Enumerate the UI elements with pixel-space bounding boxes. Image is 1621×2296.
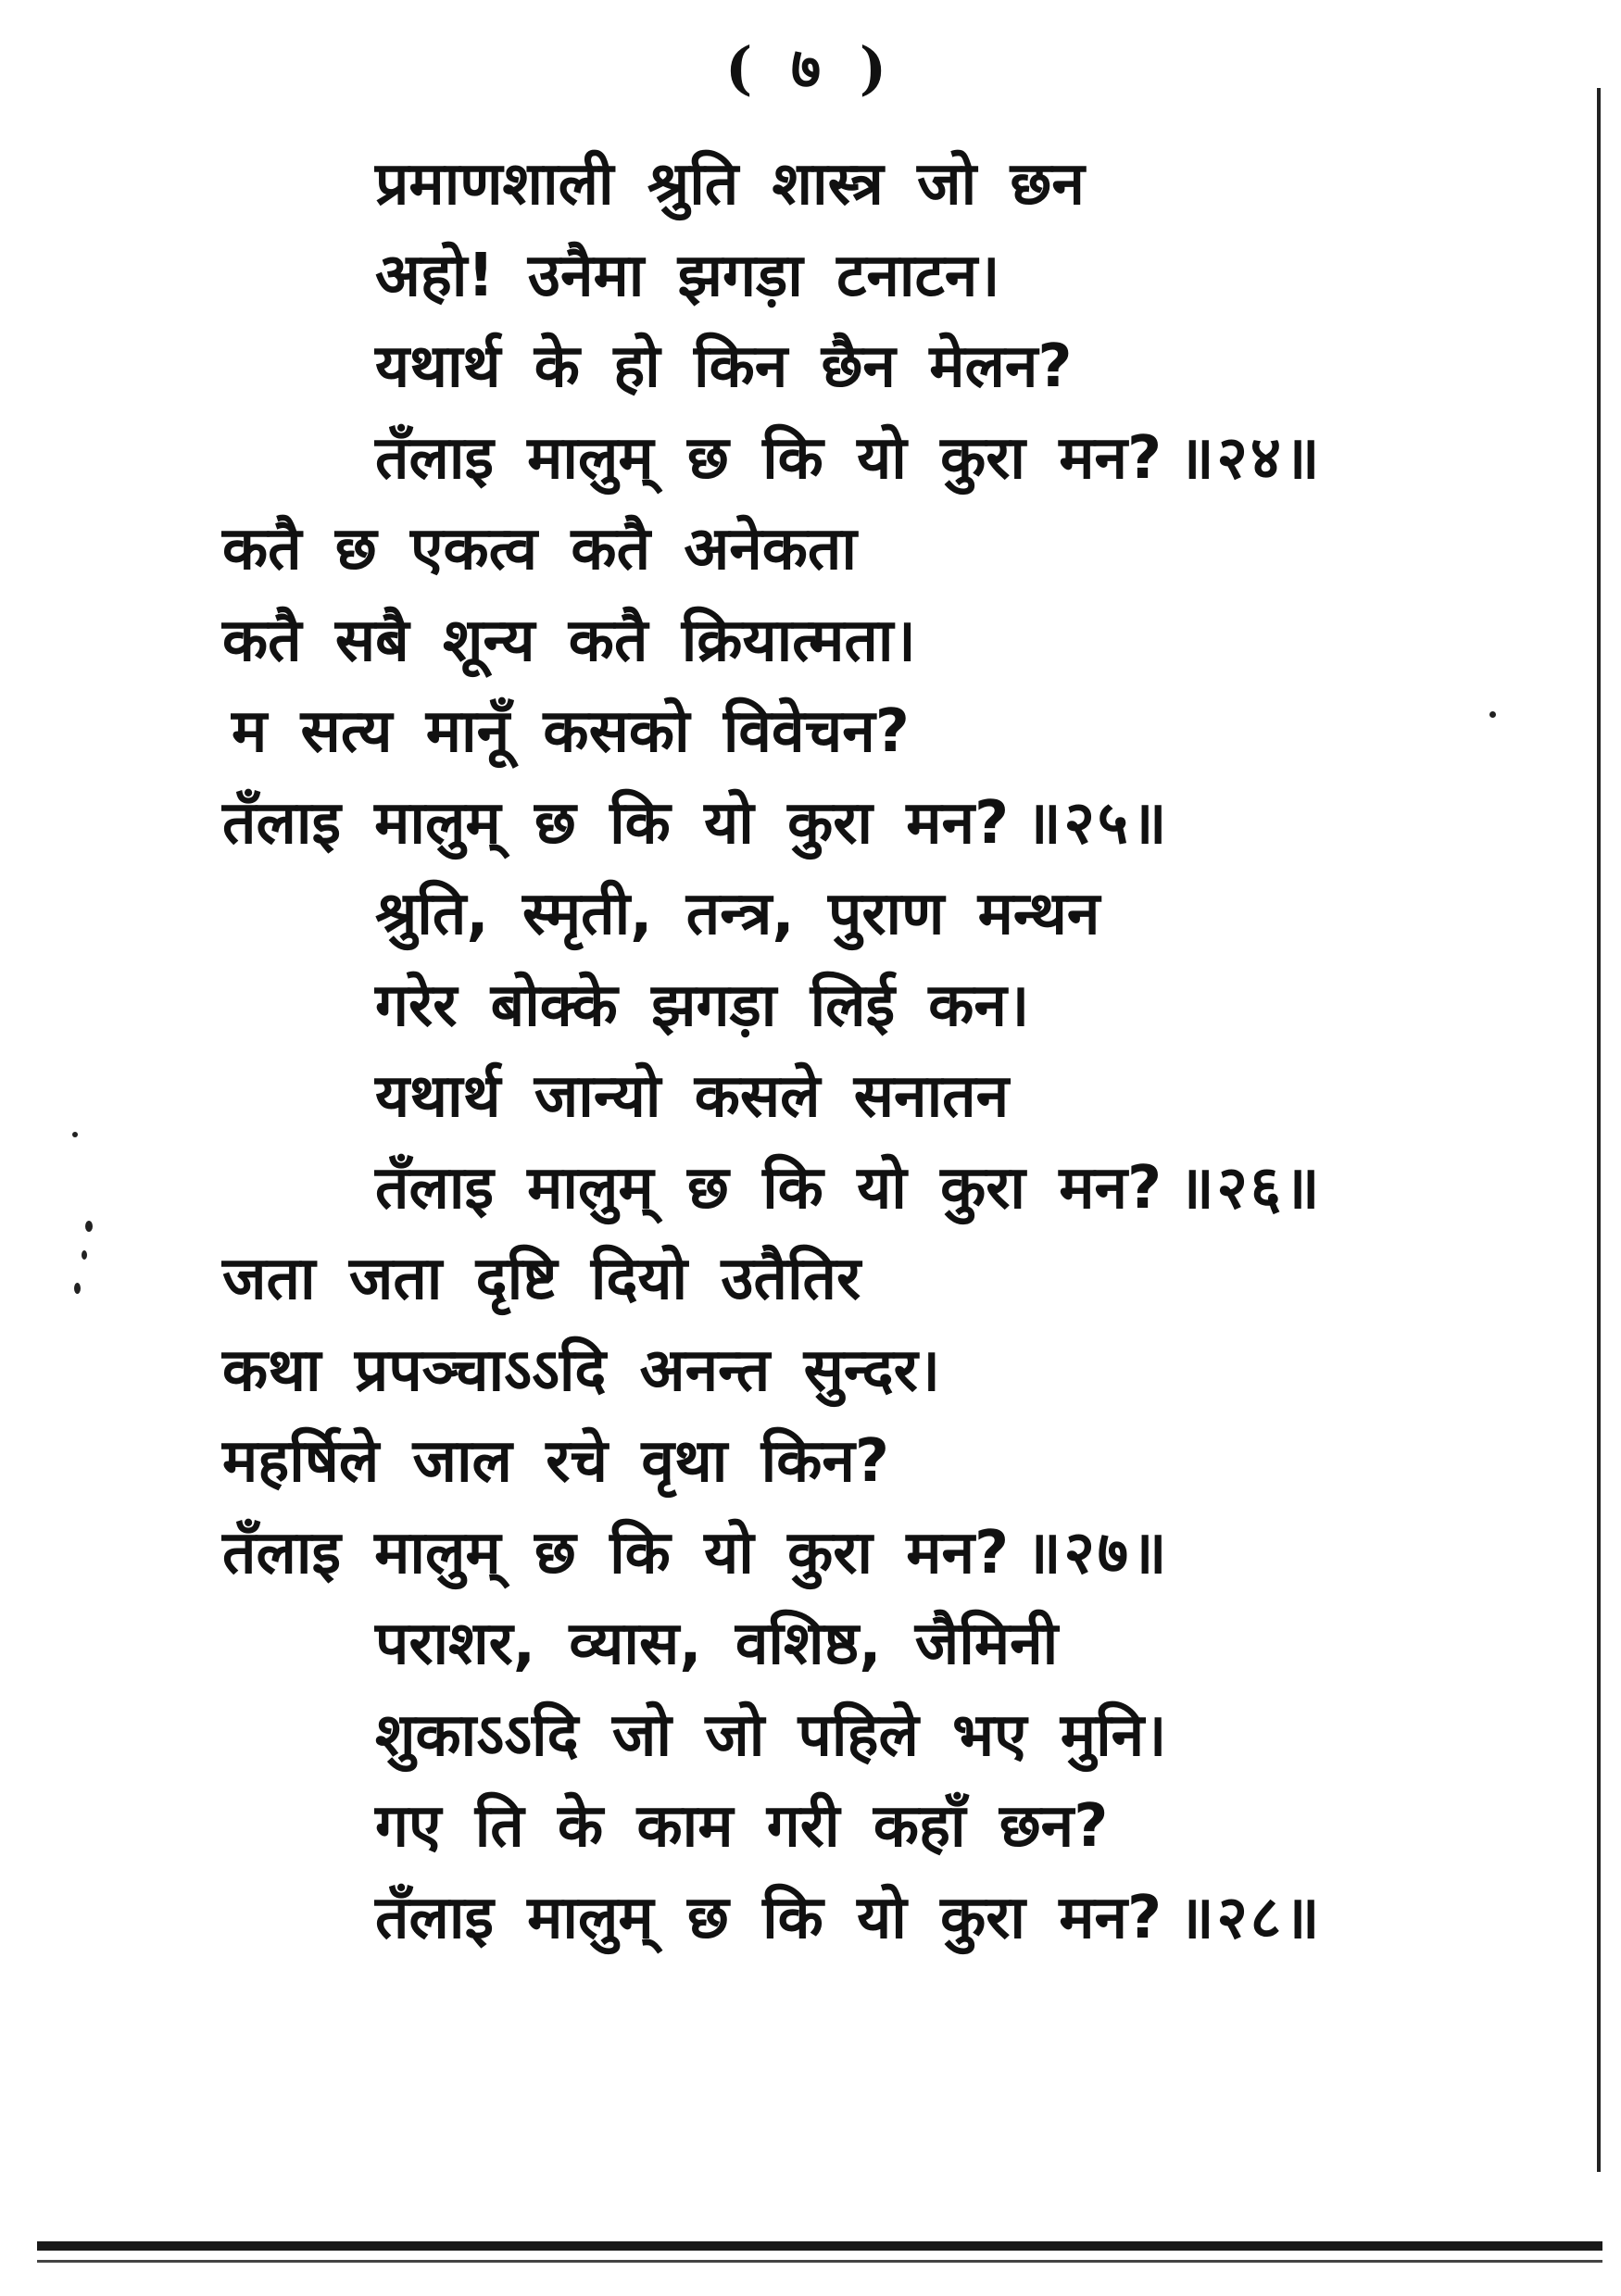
verse-line: कतै सबै शून्य कतै क्रियात्मता। — [222, 606, 916, 675]
verse-line: यथार्थ के हो किन छैन मेलन? — [375, 332, 1073, 401]
verse-line: अहो! उनैमा झगड़ा टनाटन। — [375, 241, 1000, 310]
verse-line: यथार्थ जान्यो कसले सनातन — [375, 1062, 1010, 1131]
verse-number: ॥२५॥ — [1025, 788, 1170, 858]
stanza-24 — [0, 139, 1621, 504]
stanza-25 — [0, 504, 1621, 869]
verse-line: महर्षिले जाल रचे वृथा किन? — [222, 1427, 890, 1496]
scan-speck — [74, 1283, 81, 1294]
scan-speck — [85, 1221, 93, 1232]
verse-line: कथा प्रपञ्चाऽऽदि अनन्त सुन्दर। — [222, 1336, 941, 1405]
verse-line: प्रमाणशाली श्रुति शास्त्र जो छन — [375, 150, 1085, 219]
page-number: ( ७ ) — [724, 34, 897, 102]
scan-speck — [1489, 711, 1496, 718]
right-margin-rule — [1597, 88, 1601, 2172]
verse-line: पराशर, व्यास, वशिष्ठ, जैमिनी — [375, 1610, 1059, 1678]
bottom-border-rule-thin — [37, 2260, 1602, 2263]
stanza-26 — [0, 869, 1621, 1234]
verse-line: कतै छ एकत्व कतै अनेकता — [222, 515, 857, 583]
stanza-28 — [0, 1599, 1621, 1964]
verse-line: तँलाइ मालुम् छ कि यो कुरा मन? ॥२७॥ — [0, 1508, 1621, 1600]
verse-line: तँलाइ मालुम् छ कि यो कुरा मन? ॥२८॥ — [0, 1873, 1621, 1964]
verse-block — [0, 139, 1621, 1964]
verse-line: तँलाइ मालुम् छ कि यो कुरा मन? ॥२४॥ — [0, 413, 1621, 505]
bottom-border-rule — [37, 2241, 1602, 2251]
verse-line: गरेर बोक्के झगड़ा लिई कन। — [375, 971, 1030, 1040]
verse-number: ॥२८॥ — [1178, 1883, 1323, 1952]
verse-line: गए ति के काम गरी कहाँ छन? — [375, 1792, 1109, 1861]
verse-line: शुकाऽऽदि जो जो पहिले भए मुनि। — [375, 1700, 1167, 1770]
stanza-27 — [0, 1234, 1621, 1599]
verse-number: ॥२७॥ — [1025, 1518, 1170, 1587]
verse-number: ॥२४॥ — [1178, 423, 1323, 493]
verse-line: श्रुति, स्मृती, तन्त्र, पुराण मन्थन — [375, 880, 1100, 948]
verse-line: तँलाइ मालुम् छ कि यो कुरा मन? ॥२५॥ — [0, 778, 1621, 870]
scan-speck — [82, 1250, 87, 1260]
verse-number: ॥२६॥ — [1178, 1153, 1323, 1223]
scan-speck — [72, 1132, 78, 1137]
verse-line: म सत्य मानूँ कसको विवेचन? — [232, 697, 910, 766]
verse-line: जता जता दृष्टि दियो उतैतिर — [222, 1245, 861, 1313]
verse-line: तँलाइ मालुम् छ कि यो कुरा मन? ॥२६॥ — [0, 1143, 1621, 1235]
